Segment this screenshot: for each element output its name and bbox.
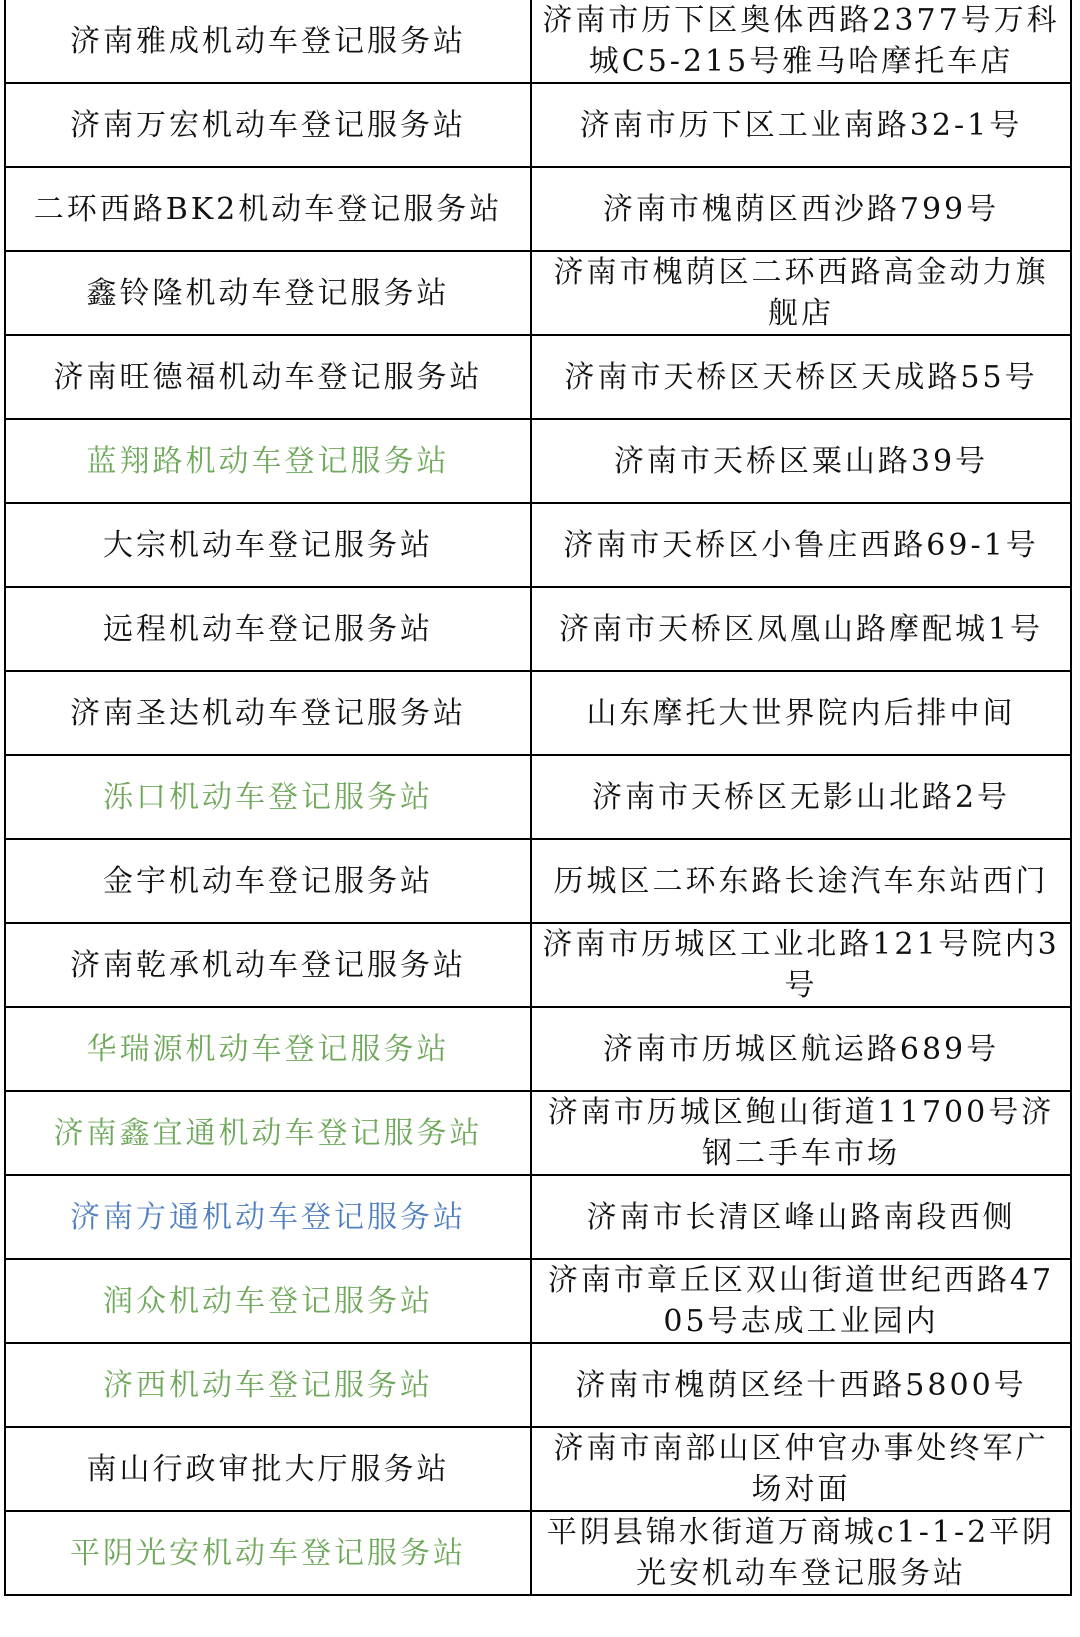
station-address-cell: 济南市长清区峰山路南段西侧 (531, 1175, 1071, 1259)
table-row (5, 251, 1071, 335)
station-address-cell: 济南市南部山区仲官办事处终军广场对面 (531, 1427, 1071, 1511)
station-name-cell: 远程机动车登记服务站 (5, 587, 531, 671)
table-row (5, 1007, 1071, 1091)
station-address-cell: 济南市槐荫区西沙路799号 (531, 167, 1071, 251)
station-address-cell: 济南市历城区工业北路121号院内3号 (531, 923, 1071, 1007)
station-name-cell: 济南方通机动车登记服务站 (5, 1175, 531, 1259)
registration-station-table (4, 0, 1072, 1596)
table-row (5, 671, 1071, 755)
station-address-cell: 济南市天桥区无影山北路2号 (531, 755, 1071, 839)
station-name-cell: 济南圣达机动车登记服务站 (5, 671, 531, 755)
table-row (5, 755, 1071, 839)
station-name-cell: 济南旺德福机动车登记服务站 (5, 335, 531, 419)
table-row (5, 839, 1071, 923)
table-row (5, 1091, 1071, 1175)
table-row (5, 587, 1071, 671)
table-row (5, 335, 1071, 419)
station-address-cell: 济南市历城区鲍山街道11700号济钢二手车市场 (531, 1091, 1071, 1175)
station-name-cell: 济南鑫宜通机动车登记服务站 (5, 1091, 531, 1175)
table-row (5, 83, 1071, 167)
station-name-cell: 润众机动车登记服务站 (5, 1259, 531, 1343)
station-address-cell: 平阴县锦水街道万商城c1-1-2平阴光安机动车登记服务站 (531, 1511, 1071, 1595)
station-address-cell: 济南市历下区工业南路32-1号 (531, 83, 1071, 167)
station-name-cell: 金宇机动车登记服务站 (5, 839, 531, 923)
station-name-cell: 华瑞源机动车登记服务站 (5, 1007, 531, 1091)
table-row (5, 1343, 1071, 1427)
station-address-cell: 山东摩托大世界院内后排中间 (531, 671, 1071, 755)
station-name-cell: 大宗机动车登记服务站 (5, 503, 531, 587)
station-address-cell: 济南市历下区奥体西路2377号万科城C5-215号雅马哈摩托车店 (531, 0, 1071, 83)
station-address-cell: 济南市天桥区小鲁庄西路69-1号 (531, 503, 1071, 587)
station-name-cell: 济南乾承机动车登记服务站 (5, 923, 531, 1007)
station-name-cell: 南山行政审批大厅服务站 (5, 1427, 531, 1511)
station-name-cell: 平阴光安机动车登记服务站 (5, 1511, 531, 1595)
station-name-cell: 济南雅成机动车登记服务站 (5, 0, 531, 83)
station-name-cell: 济南万宏机动车登记服务站 (5, 83, 531, 167)
station-table-container (4, 0, 1076, 1637)
table-row (5, 1511, 1071, 1595)
station-address-cell: 济南市历城区航运路689号 (531, 1007, 1071, 1091)
station-address-cell: 济南市槐荫区经十西路5800号 (531, 1343, 1071, 1427)
table-row (5, 419, 1071, 503)
station-name-cell: 济西机动车登记服务站 (5, 1343, 531, 1427)
station-name-cell: 鑫铃隆机动车登记服务站 (5, 251, 531, 335)
station-address-cell: 济南市天桥区天桥区天成路55号 (531, 335, 1071, 419)
station-address-cell: 济南市天桥区粟山路39号 (531, 419, 1071, 503)
table-body (5, 0, 1071, 1595)
table-row (5, 167, 1071, 251)
station-address-cell: 济南市槐荫区二环西路高金动力旗舰店 (531, 251, 1071, 335)
table-row (5, 503, 1071, 587)
table-row (5, 1175, 1071, 1259)
table-row (5, 1427, 1071, 1511)
station-name-cell: 蓝翔路机动车登记服务站 (5, 419, 531, 503)
station-address-cell: 济南市天桥区凤凰山路摩配城1号 (531, 587, 1071, 671)
station-name-cell: 二环西路BK2机动车登记服务站 (5, 167, 531, 251)
table-row (5, 923, 1071, 1007)
table-row (5, 1259, 1071, 1343)
table-row (5, 0, 1071, 83)
station-address-cell: 济南市章丘区双山街道世纪西路4705号志成工业园内 (531, 1259, 1071, 1343)
station-address-cell: 历城区二环东路长途汽车东站西门 (531, 839, 1071, 923)
station-name-cell: 泺口机动车登记服务站 (5, 755, 531, 839)
